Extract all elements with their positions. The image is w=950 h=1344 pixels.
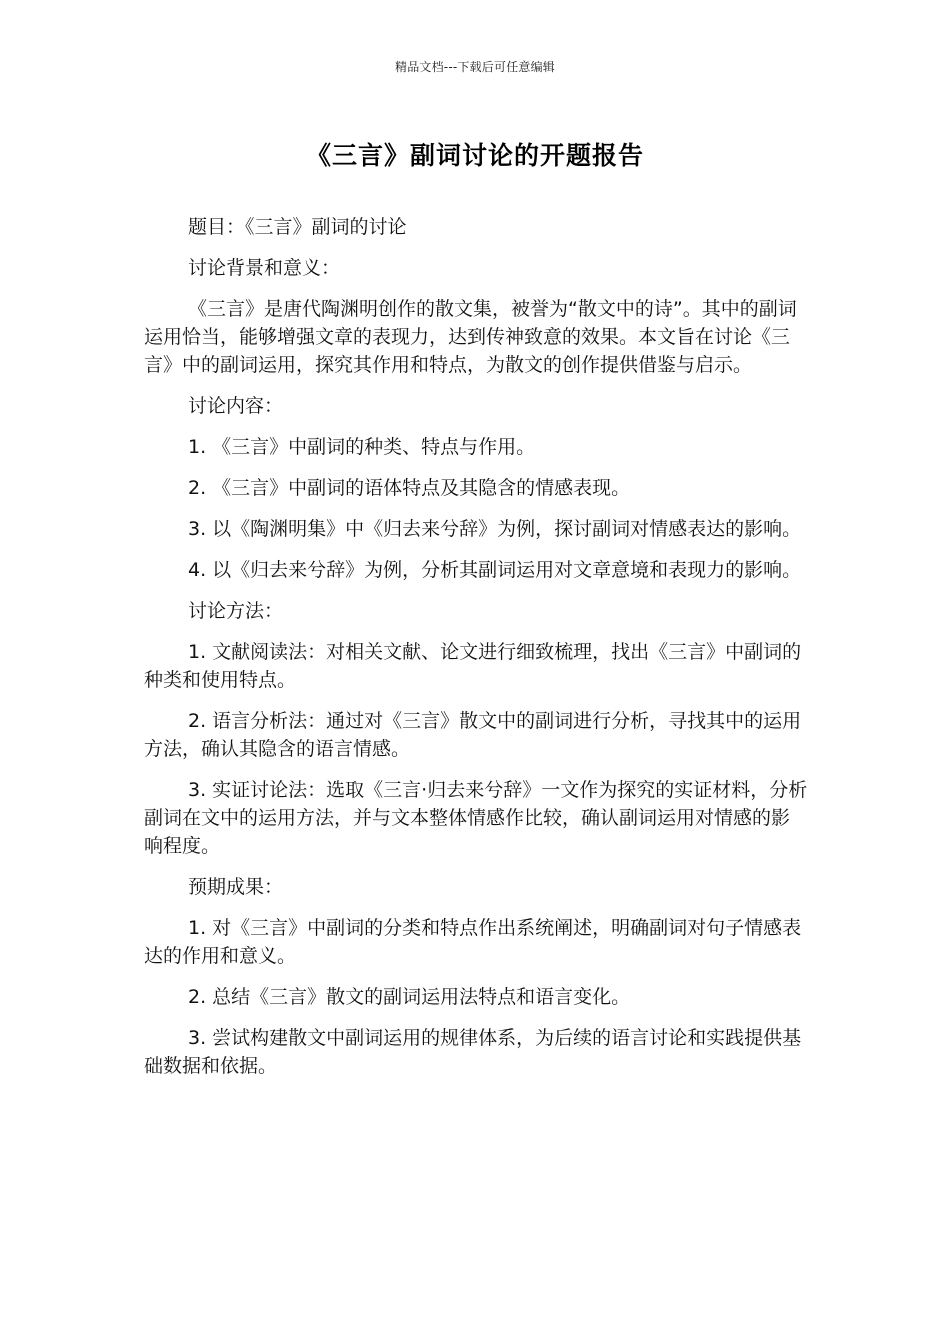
content-item: 2. 《三言》中副词的语体特点及其隐含的情感表现。 [188, 477, 631, 499]
content-item: 1. 《三言》中副词的种类、特点与作用。 [188, 436, 536, 458]
results-item: 3. 尝试构建散文中副词运用的规律体系，为后续的语言讨论和实践提供基础数据和依据。 [144, 1027, 802, 1077]
method-item: 3. 实证讨论法：选取《三言·归去来兮辞》一文作为探究的实证材料，分析副词在文中的运用方法，并与文本整体情感作比较，确认副词运用对情感的影响程度。 [144, 779, 808, 857]
results-item: 2. 总结《三言》散文的副词运用法特点和语言变化。 [188, 986, 631, 1008]
topic-line: 题目：《三言》副词的讨论 [188, 216, 407, 238]
content-item: 3. 以《陶渊明集》中《归去来兮辞》为例，探讨副词对情感表达的影响。 [188, 518, 802, 540]
method-item: 2. 语言分析法：通过对《三言》散文中的副词进行分析，寻找其中的运用方法，确认其隐含的语言情感。 [144, 710, 802, 760]
background-heading: 讨论背景和意义： [188, 257, 341, 279]
document-body [144, 213, 808, 1093]
header-note: 精品文档---下载后可任意编辑 [395, 60, 555, 74]
background-paragraph: 《三言》是唐代陶渊明创作的散文集，被誉为“散文中的诗”。其中的副词运用恰当，能够增强文章的表现力，达到传神致意的效果。本文旨在讨论《三言》中的副词运用，探究其作用和特点，为散文的创作提供借鉴与启示。 [144, 298, 797, 376]
content-heading: 讨论内容： [188, 395, 284, 417]
document-title: 《三言》副词讨论的开题报告 [305, 141, 644, 170]
method-item: 1. 文献阅读法：对相关文献、论文进行细致梳理，找出《三言》中副词的种类和使用特点。 [144, 641, 802, 691]
results-heading: 预期成果： [188, 876, 284, 898]
results-item: 1. 对《三言》中副词的分类和特点作出系统阐述，明确副词对句子情感表达的作用和意义。 [144, 917, 802, 967]
method-heading: 讨论方法： [188, 600, 284, 622]
content-item: 4. 以《归去来兮辞》为例，分析其副词运用对文章意境和表现力的影响。 [188, 559, 802, 581]
